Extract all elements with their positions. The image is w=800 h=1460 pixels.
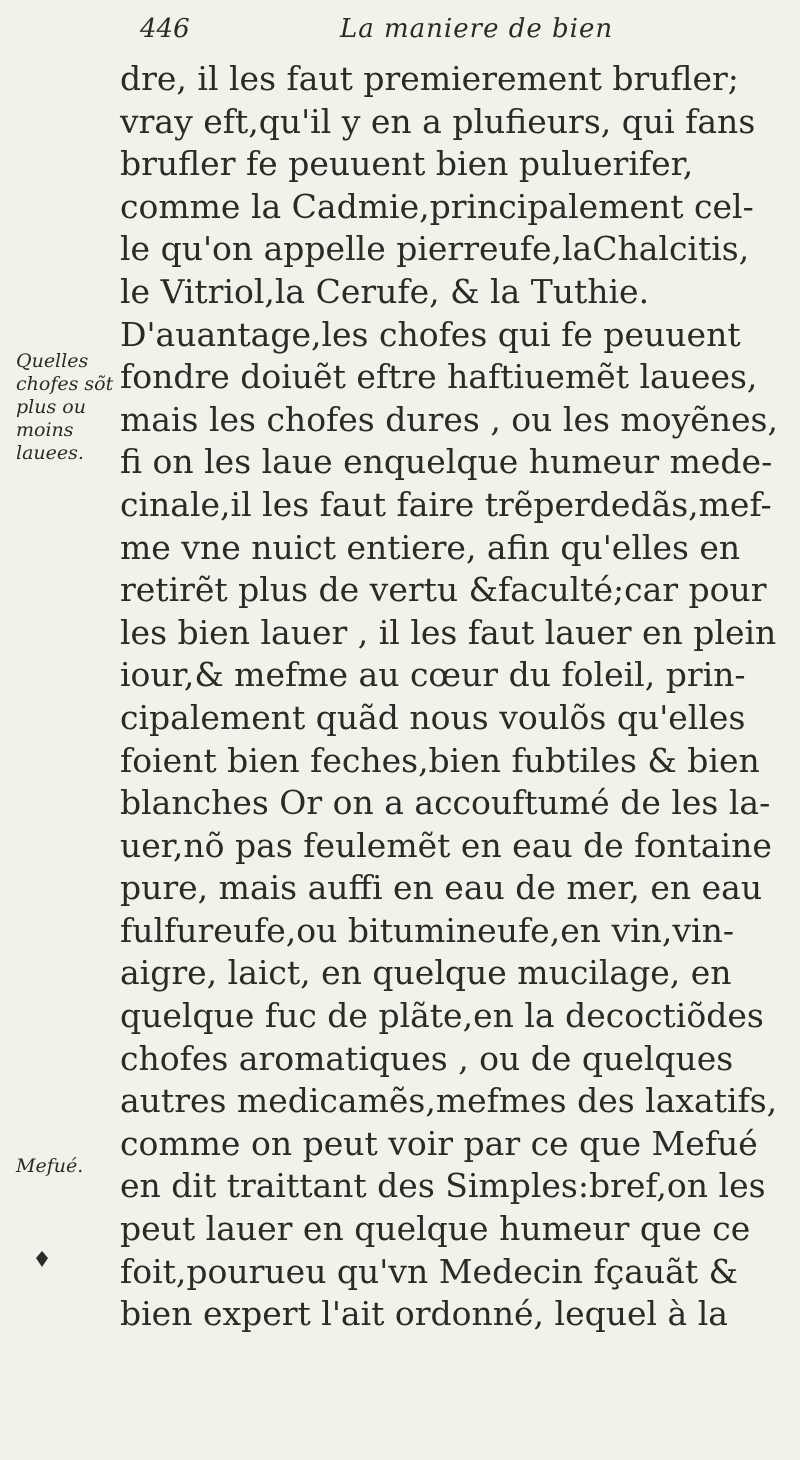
text-line: D'auantage,les chofes qui fe peuuent (120, 314, 741, 354)
text-line: quelque fuc de plãte,en la decoctiõdes (120, 996, 764, 1036)
text-line: pure, mais auffi en eau de mer, en eau (120, 868, 763, 908)
margin-note-line: moins (16, 419, 74, 441)
page-header (140, 14, 660, 54)
text-line: fulfureufe,ou bitumineufe,en vin,vin- (120, 910, 735, 950)
margin-note-line: lauees. (16, 442, 84, 464)
text-line: le qu'on appelle pierreufe,laChalcitis, (120, 229, 750, 269)
text-line: me vne nuict entiere, afin qu'elles en (120, 527, 741, 567)
text-line: cinale,il les faut faire trẽperdedãs,mef- (120, 484, 772, 524)
text-line: vray eft,qu'il y en a plufieurs, qui fans (120, 101, 756, 141)
margin-note-line: chofes sõt (16, 373, 114, 395)
text-line: iour,& mefme au cœur du foleil, prin- (120, 655, 746, 695)
text-line: aigre, laict, en quelque mucilage, en (120, 953, 732, 993)
margin-note-line: Mefué. (16, 1155, 84, 1177)
text-line: en dit traittant des Simples:bref,on les (120, 1166, 766, 1206)
page-number: 446 (140, 14, 190, 44)
text-line: chofes aromatiques , ou de quelques (120, 1038, 734, 1078)
text-line: comme on peut voir par ce que Mefué (120, 1123, 758, 1163)
margin-note-quelles-choses (16, 350, 114, 465)
text-line: bien expert l'ait ordonné, lequel à la (120, 1294, 728, 1334)
text-line: foient bien feches,bien fubtiles & bien (120, 740, 760, 780)
printer-mark-icon (34, 1250, 50, 1268)
margin-note-line: Quelles (16, 350, 89, 372)
text-line: mais les chofes dures , ou les moyẽnes, (120, 399, 778, 439)
text-line: cipalement quãd nous voulõs qu'elles (120, 697, 746, 737)
text-line: le Vitriol,la Cerufe, & la Tuthie. (120, 271, 650, 311)
text-line: retirẽt plus de vertu &faculté;car pour (120, 570, 767, 610)
text-line: brufler fe peuuent bien puluerifer, (120, 144, 694, 184)
text-line: foit,pourueu qu'vn Medecin fçauãt & (120, 1251, 738, 1291)
running-title: La maniere de bien (340, 14, 614, 44)
margin-note-line: plus ou (16, 396, 86, 418)
text-line: fondre doiuẽt eftre haftiuemẽt lauees, (120, 357, 758, 397)
text-line: autres medicamẽs,mefmes des laxatifs, (120, 1081, 778, 1121)
body-text (120, 58, 790, 1336)
margin-note-mesue (16, 1155, 106, 1178)
text-line: comme la Cadmie,principalement cel- (120, 186, 754, 226)
text-line: uer,nõ pas feulemẽt en eau de fontaine (120, 825, 772, 865)
text-line: dre, il les faut premierement brufler; (120, 59, 739, 98)
text-line: peut lauer en quelque humeur que ce (120, 1209, 751, 1249)
text-line: blanches Or on a accouftumé de les la- (120, 783, 771, 823)
text-line: fi on les laue enquelque humeur mede- (120, 442, 773, 482)
text-line: les bien lauer , il les faut lauer en plein (120, 612, 777, 652)
